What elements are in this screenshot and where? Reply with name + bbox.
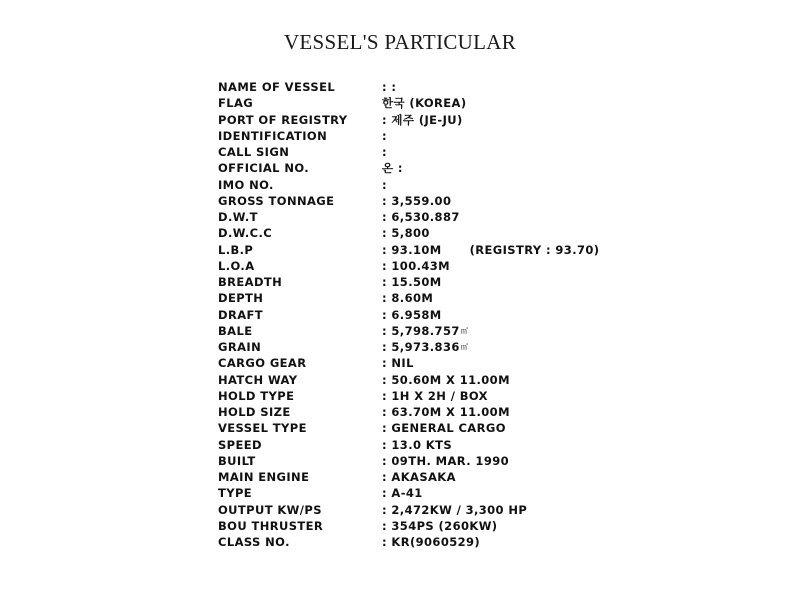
particular-value: : : bbox=[382, 80, 397, 94]
particular-row-flag bbox=[218, 95, 738, 111]
particular-row-gross-tonnage bbox=[218, 193, 738, 209]
particular-label: D.W.T bbox=[218, 210, 258, 224]
particular-row-official-no bbox=[218, 160, 738, 176]
particular-value: : 6,530.887 bbox=[382, 210, 460, 224]
particular-row-loa bbox=[218, 258, 738, 274]
particular-value: : 3,559.00 bbox=[382, 193, 452, 208]
particular-label: CLASS NO. bbox=[218, 535, 290, 549]
particular-row-name-of-vessel bbox=[218, 79, 738, 95]
particular-value: : 63.70M X 11.00M bbox=[382, 405, 510, 419]
particular-value: : 2,472KW / 3,300 HP bbox=[382, 502, 528, 517]
particular-label: GRAIN bbox=[218, 340, 262, 354]
particular-value: 온 : bbox=[382, 161, 403, 176]
particular-label: GROSS TONNAGE bbox=[218, 193, 335, 208]
particular-row-draft bbox=[218, 307, 738, 323]
particular-value: : A-41 bbox=[382, 486, 423, 501]
particular-row-hold-type bbox=[218, 388, 738, 404]
particular-label: OFFICIAL NO. bbox=[218, 161, 310, 176]
particular-label: FLAG bbox=[218, 96, 254, 111]
particular-value: : 제주 (JE-JU) bbox=[382, 112, 463, 127]
particular-value: : bbox=[382, 145, 387, 159]
particular-row-class-no bbox=[218, 534, 738, 550]
particular-row-call-sign bbox=[218, 144, 738, 160]
particular-label: CALL SIGN bbox=[218, 145, 290, 159]
particular-value: : 5,973.836 bbox=[382, 340, 460, 354]
particular-row-type bbox=[218, 485, 738, 501]
particular-value: : 5,800 bbox=[382, 226, 430, 241]
particular-row-lbp bbox=[218, 242, 738, 258]
particular-row-imo-no bbox=[218, 177, 738, 193]
particular-label: L.O.A bbox=[218, 258, 255, 273]
particular-value: 한국 (KOREA) bbox=[382, 96, 467, 111]
particular-row-bale bbox=[218, 323, 738, 339]
particular-label: HOLD SIZE bbox=[218, 405, 291, 419]
particular-label: L.B.P bbox=[218, 242, 254, 257]
particular-label: BOU THRUSTER bbox=[218, 518, 324, 533]
particular-label: DRAFT bbox=[218, 307, 264, 322]
particular-label: BREADTH bbox=[218, 275, 283, 289]
particular-label: BALE bbox=[218, 323, 253, 338]
particular-row-main-engine bbox=[218, 469, 738, 485]
particular-label: NAME OF VESSEL bbox=[218, 80, 336, 94]
particular-value: : bbox=[382, 128, 387, 143]
particular-row-depth bbox=[218, 290, 738, 306]
particular-label: D.W.C.C bbox=[218, 226, 273, 241]
particular-value: : 6.958M bbox=[382, 307, 442, 322]
particular-row-hatch-way bbox=[218, 372, 738, 388]
particular-value: : 93.10M bbox=[382, 242, 442, 257]
particular-row-dwcc bbox=[218, 225, 738, 241]
particular-label: HOLD TYPE bbox=[218, 388, 295, 403]
particular-row-built bbox=[218, 453, 738, 469]
particular-label: BUILT bbox=[218, 453, 256, 468]
cubic-meter-unit: ㎥ bbox=[460, 326, 469, 335]
particular-row-cargo-gear bbox=[218, 355, 738, 371]
particular-value: : 15.50M bbox=[382, 275, 442, 289]
particular-row-grain bbox=[218, 339, 738, 355]
particular-label: DEPTH bbox=[218, 291, 264, 306]
particular-row-speed bbox=[218, 437, 738, 453]
particular-label: PORT OF REGISTRY bbox=[218, 112, 348, 127]
particular-value: : 354PS (260KW) bbox=[382, 518, 498, 533]
particular-registry-note: (REGISTRY : 93.70) bbox=[469, 242, 600, 257]
particular-value: : 13.0 KTS bbox=[382, 437, 453, 452]
particular-label: TYPE bbox=[218, 486, 253, 501]
cubic-meter-unit: ㎥ bbox=[460, 343, 469, 351]
particulars-list bbox=[218, 79, 738, 550]
particular-row-dwt bbox=[218, 209, 738, 225]
particular-row-output bbox=[218, 502, 738, 518]
particular-row-hold-size bbox=[218, 404, 738, 420]
particular-value: : 8.60M bbox=[382, 291, 434, 306]
particular-row-bou-thruster bbox=[218, 518, 738, 534]
particular-value: : bbox=[382, 177, 387, 192]
particular-value: : 5,798.757 bbox=[382, 323, 460, 338]
particular-row-vessel-type bbox=[218, 420, 738, 436]
particular-label: VESSEL TYPE bbox=[218, 421, 307, 436]
particular-value: : 100.43M bbox=[382, 258, 451, 273]
particular-row-port-of-registry bbox=[218, 112, 738, 128]
particular-value: : GENERAL CARGO bbox=[382, 421, 506, 436]
particular-value: : 50.60M X 11.00M bbox=[382, 372, 510, 387]
particular-value: : AKASAKA bbox=[382, 470, 456, 484]
particular-label: CARGO GEAR bbox=[218, 356, 307, 371]
particular-value: : NIL bbox=[382, 356, 414, 371]
particular-label: IDENTIFICATION bbox=[218, 128, 328, 143]
document-title: VESSEL'S PARTICULAR bbox=[283, 30, 517, 54]
particular-label: MAIN ENGINE bbox=[218, 470, 310, 484]
particular-row-identification bbox=[218, 128, 738, 144]
particular-value: : KR(9060529) bbox=[382, 535, 481, 549]
particular-label: OUTPUT KW/PS bbox=[218, 502, 322, 517]
particular-value: : 1H X 2H / BOX bbox=[382, 388, 488, 403]
particular-label: HATCH WAY bbox=[218, 372, 298, 387]
particular-row-breadth bbox=[218, 274, 738, 290]
particular-label: IMO NO. bbox=[218, 177, 274, 192]
particular-value: : 09TH. MAR. 1990 bbox=[382, 453, 510, 468]
particular-label: SPEED bbox=[218, 437, 262, 452]
